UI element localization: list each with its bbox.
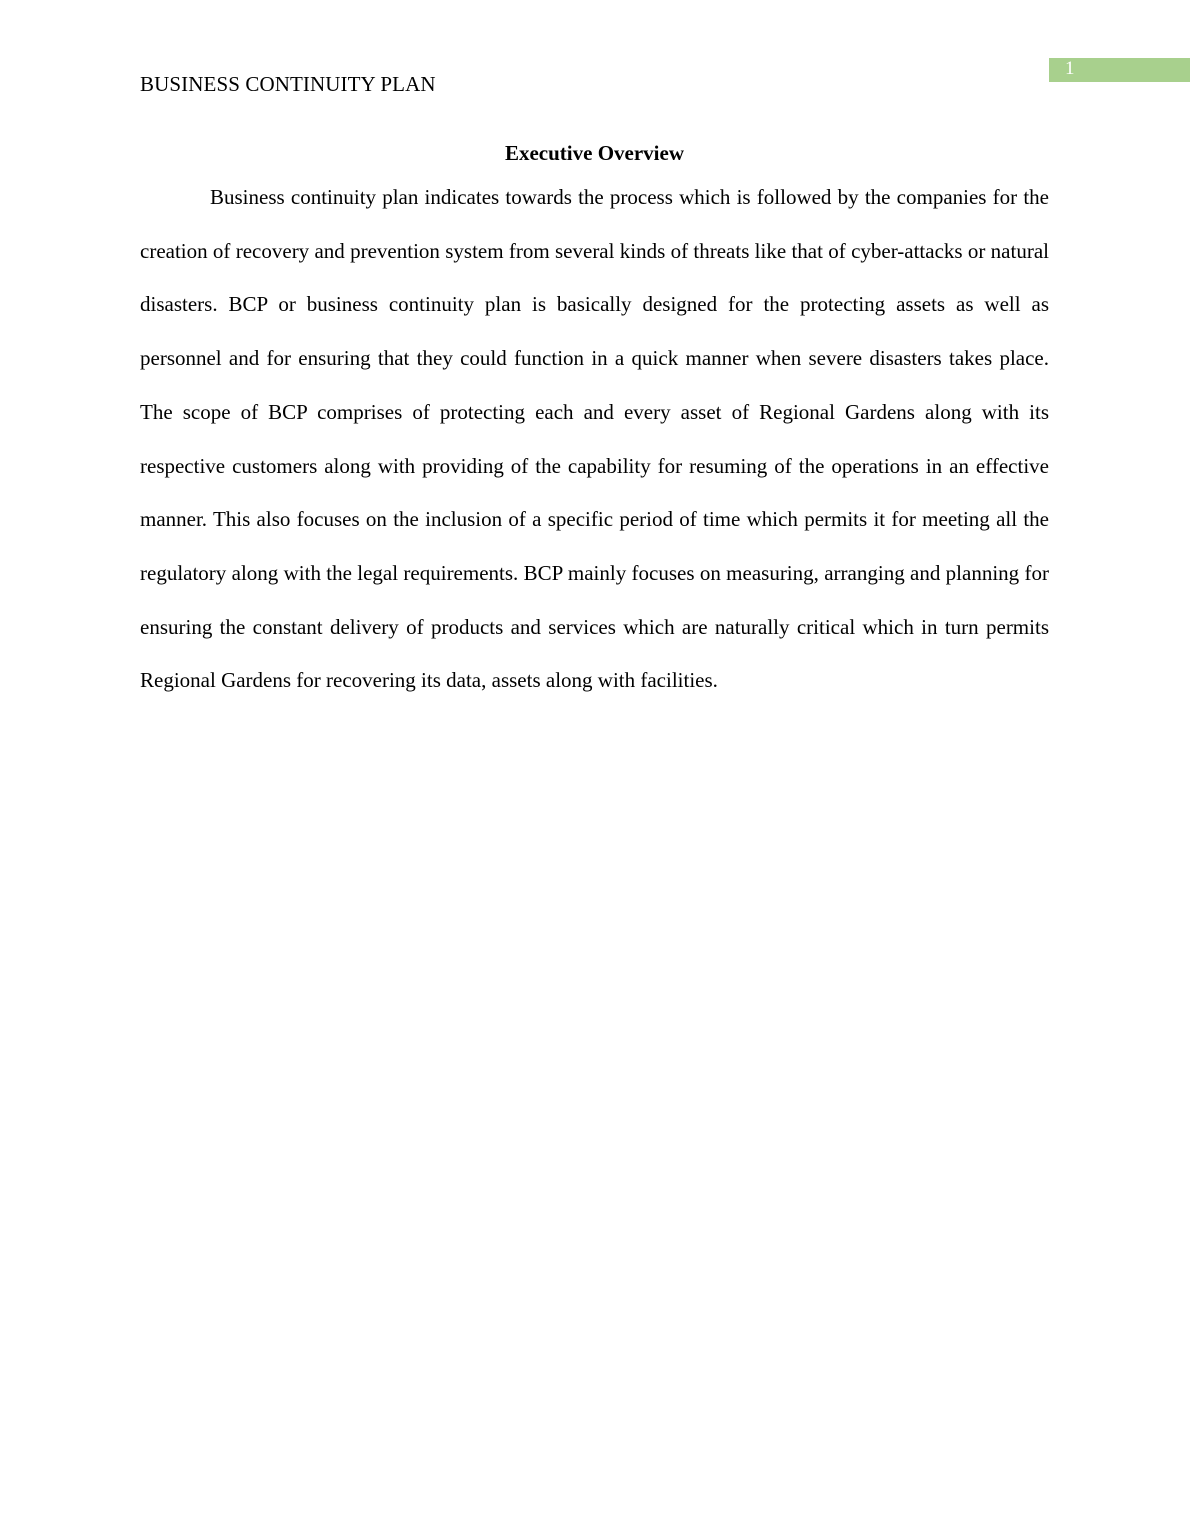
page-number-badge — [1049, 58, 1190, 82]
running-head: BUSINESS CONTINUITY PLAN — [140, 72, 436, 96]
page-number: 1 — [1065, 58, 1075, 79]
body-paragraph: Business continuity plan indicates towards the process which is followed by the companies for the creation of recovery and prevention system from several kinds of threats like that of cyber-attacks or natural disasters. BCP or business continuity plan is basically designed for the protecting assets as well as personnel and for ensuring that they could function in a quick manner when severe disasters takes place. The scope of BCP comprises of protecting each and every asset of Regional Gardens along with its respective customers along with providing of the capability for resuming of the operations in an effective manner. This also focuses on the inclusion of a specific period of time which permits it for meeting all the regulatory along with the legal requirements. BCP mainly focuses on measuring, arranging and planning for ensuring the constant delivery of products and services which are naturally critical which in turn permits Regional Gardens for recovering its data, assets along with facilities. — [140, 185, 1049, 693]
section-title: Executive Overview — [504, 141, 685, 165]
